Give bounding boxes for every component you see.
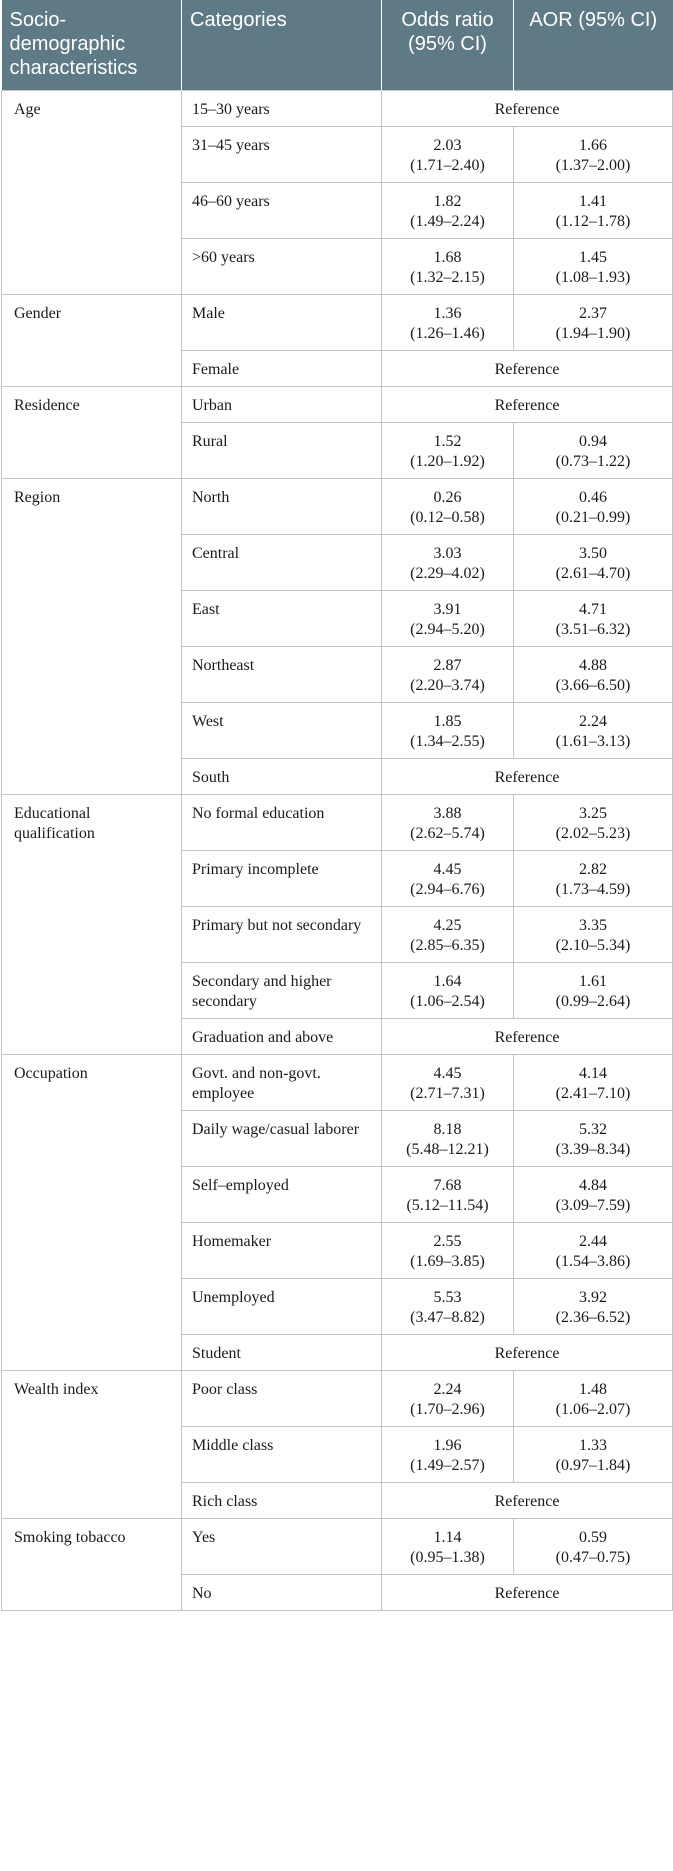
aor-cell xyxy=(514,795,673,851)
odds-ratio-cell xyxy=(382,591,514,647)
odds-ratio-ci: (1.26–1.46) xyxy=(410,325,485,342)
reference-cell: Reference xyxy=(382,1335,673,1371)
aor-value: 1.45 xyxy=(579,249,607,266)
table-row xyxy=(2,1519,673,1575)
category-cell: Unemployed xyxy=(182,1279,382,1335)
odds-ratio-value: 1.64 xyxy=(433,973,462,990)
category-cell: Primary but not secondary xyxy=(182,907,382,963)
category-cell: Central xyxy=(182,535,382,591)
category-cell: Govt. and non-govt. employee xyxy=(182,1055,382,1111)
odds-ratio-value: 1.68 xyxy=(433,249,462,266)
aor-value: 3.35 xyxy=(579,917,607,934)
category-cell: Secondary and higher secondary xyxy=(182,963,382,1019)
odds-ratio-value: 5.53 xyxy=(433,1289,462,1306)
odds-ratio-cell xyxy=(382,907,514,963)
category-cell: 46–60 years xyxy=(182,183,382,239)
category-cell: Male xyxy=(182,295,382,351)
aor-ci: (2.41–7.10) xyxy=(555,1085,631,1102)
aor-value: 3.25 xyxy=(579,805,607,822)
aor-value: 1.48 xyxy=(579,1381,607,1398)
category-cell: Urban xyxy=(182,387,382,423)
aor-ci: (1.54–3.86) xyxy=(555,1253,631,1270)
characteristic-cell: Smoking tobacco xyxy=(2,1519,182,1611)
aor-value: 4.71 xyxy=(579,601,607,618)
odds-ratio-cell xyxy=(382,127,514,183)
header-characteristics: Socio-demographic characteristics xyxy=(2,0,182,91)
category-cell: South xyxy=(182,759,382,795)
aor-cell xyxy=(514,963,673,1019)
odds-ratio-ci: (5.48–12.21) xyxy=(406,1141,489,1158)
category-cell: 31–45 years xyxy=(182,127,382,183)
odds-ratio-cell xyxy=(382,479,514,535)
aor-value: 1.41 xyxy=(579,193,607,210)
odds-ratio-ci: (1.70–2.96) xyxy=(410,1401,485,1418)
aor-value: 5.32 xyxy=(579,1121,607,1138)
reference-cell: Reference xyxy=(382,91,673,127)
reference-cell: Reference xyxy=(382,1483,673,1519)
odds-ratio-cell xyxy=(382,1055,514,1111)
table-row xyxy=(2,1371,673,1427)
odds-ratio-value: 0.26 xyxy=(433,489,462,506)
aor-ci: (1.08–1.93) xyxy=(555,269,631,286)
aor-ci: (2.61–4.70) xyxy=(555,565,631,582)
aor-cell xyxy=(514,907,673,963)
odds-ratio-cell xyxy=(382,795,514,851)
table-row xyxy=(2,795,673,851)
odds-ratio-value: 3.88 xyxy=(433,805,462,822)
table-row xyxy=(2,1055,673,1111)
odds-ratio-value: 1.52 xyxy=(433,433,462,450)
odds-ratio-cell xyxy=(382,1371,514,1427)
aor-ci: (2.10–5.34) xyxy=(555,937,631,954)
aor-value: 4.84 xyxy=(579,1177,607,1194)
aor-value: 3.92 xyxy=(579,1289,607,1306)
category-cell: No xyxy=(182,1575,382,1611)
odds-ratio-ci: (1.06–2.54) xyxy=(410,993,485,1010)
table-row xyxy=(2,91,673,127)
odds-ratio-value: 4.25 xyxy=(433,917,462,934)
aor-ci: (0.47–0.75) xyxy=(555,1549,631,1566)
aor-cell xyxy=(514,295,673,351)
reference-cell: Reference xyxy=(382,1575,673,1611)
aor-ci: (0.21–0.99) xyxy=(555,509,631,526)
category-cell: Rural xyxy=(182,423,382,479)
aor-cell xyxy=(514,1371,673,1427)
aor-ci: (1.61–3.13) xyxy=(555,733,631,750)
category-cell: Self–employed xyxy=(182,1167,382,1223)
aor-ci: (3.39–8.34) xyxy=(555,1141,631,1158)
aor-value: 1.33 xyxy=(579,1437,607,1454)
odds-ratio-ci: (1.49–2.24) xyxy=(410,213,485,230)
reference-cell: Reference xyxy=(382,351,673,387)
category-cell: 15–30 years xyxy=(182,91,382,127)
odds-ratio-ci: (1.69–3.85) xyxy=(410,1253,485,1270)
odds-ratio-ci: (1.49–2.57) xyxy=(410,1457,485,1474)
aor-value: 1.61 xyxy=(579,973,607,990)
odds-ratio-cell xyxy=(382,1519,514,1575)
aor-value: 2.37 xyxy=(579,305,607,322)
aor-cell xyxy=(514,183,673,239)
aor-value: 4.88 xyxy=(579,657,607,674)
aor-cell xyxy=(514,239,673,295)
category-cell: Homemaker xyxy=(182,1223,382,1279)
odds-ratio-cell xyxy=(382,851,514,907)
aor-cell xyxy=(514,851,673,907)
aor-ci: (3.51–6.32) xyxy=(555,621,631,638)
category-cell: Rich class xyxy=(182,1483,382,1519)
table-body xyxy=(2,91,673,1611)
odds-ratio-value: 4.45 xyxy=(433,1065,462,1082)
aor-cell xyxy=(514,1111,673,1167)
odds-ratio-cell xyxy=(382,963,514,1019)
aor-cell xyxy=(514,127,673,183)
aor-value: 2.44 xyxy=(579,1233,607,1250)
aor-ci: (2.36–6.52) xyxy=(555,1309,631,1326)
aor-value: 4.14 xyxy=(579,1065,607,1082)
odds-ratio-ci: (0.95–1.38) xyxy=(410,1549,485,1566)
aor-cell xyxy=(514,1055,673,1111)
category-cell: Graduation and above xyxy=(182,1019,382,1055)
reference-cell: Reference xyxy=(382,759,673,795)
aor-cell xyxy=(514,647,673,703)
table-header xyxy=(2,0,673,91)
odds-ratio-cell xyxy=(382,295,514,351)
aor-value: 0.59 xyxy=(579,1529,607,1546)
header-row xyxy=(2,0,673,91)
aor-cell xyxy=(514,535,673,591)
odds-ratio-value: 8.18 xyxy=(433,1121,462,1138)
odds-ratio-value: 4.45 xyxy=(433,861,462,878)
table-row xyxy=(2,479,673,535)
aor-ci: (3.66–6.50) xyxy=(555,677,631,694)
odds-ratio-cell xyxy=(382,535,514,591)
aor-cell xyxy=(514,703,673,759)
aor-cell xyxy=(514,423,673,479)
aor-cell xyxy=(514,1279,673,1335)
odds-ratio-ci: (1.71–2.40) xyxy=(410,157,485,174)
odds-ratio-cell xyxy=(382,1427,514,1483)
odds-ratio-ci: (0.12–0.58) xyxy=(410,509,485,526)
odds-ratio-cell xyxy=(382,647,514,703)
odds-ratio-value: 1.85 xyxy=(433,713,462,730)
category-cell: Student xyxy=(182,1335,382,1371)
aor-ci: (0.97–1.84) xyxy=(555,1457,631,1474)
aor-ci: (1.06–2.07) xyxy=(555,1401,631,1418)
odds-ratio-ci: (1.20–1.92) xyxy=(410,453,485,470)
characteristic-cell: Age xyxy=(2,91,182,295)
header-categories: Categories xyxy=(182,0,382,91)
odds-ratio-cell xyxy=(382,1167,514,1223)
odds-ratio-cell xyxy=(382,183,514,239)
table-row xyxy=(2,295,673,351)
odds-ratio-value: 1.82 xyxy=(433,193,462,210)
aor-value: 0.94 xyxy=(579,433,607,450)
aor-value: 2.82 xyxy=(579,861,607,878)
odds-ratio-value: 2.87 xyxy=(433,657,462,674)
category-cell: North xyxy=(182,479,382,535)
odds-ratio-ci: (2.20–3.74) xyxy=(410,677,485,694)
odds-ratio-value: 2.55 xyxy=(433,1233,462,1250)
aor-ci: (0.99–2.64) xyxy=(555,993,631,1010)
header-aor: AOR (95% CI) xyxy=(514,0,673,91)
aor-value: 2.24 xyxy=(579,713,607,730)
odds-ratio-ci: (1.34–2.55) xyxy=(410,733,485,750)
category-cell: Northeast xyxy=(182,647,382,703)
category-cell: Poor class xyxy=(182,1371,382,1427)
category-cell: Daily wage/casual laborer xyxy=(182,1111,382,1167)
odds-ratio-value: 1.96 xyxy=(433,1437,462,1454)
category-cell: Middle class xyxy=(182,1427,382,1483)
odds-ratio-value: 2.03 xyxy=(433,137,462,154)
aor-ci: (3.09–7.59) xyxy=(555,1197,631,1214)
odds-ratio-ci: (2.71–7.31) xyxy=(410,1085,485,1102)
category-cell: Primary incomplete xyxy=(182,851,382,907)
odds-ratio-cell xyxy=(382,1111,514,1167)
aor-cell xyxy=(514,1167,673,1223)
characteristic-cell: Occupation xyxy=(2,1055,182,1371)
category-cell: East xyxy=(182,591,382,647)
odds-ratio-value: 7.68 xyxy=(433,1177,462,1194)
odds-ratio-table xyxy=(1,0,673,1611)
reference-cell: Reference xyxy=(382,387,673,423)
odds-ratio-ci: (2.94–6.76) xyxy=(410,881,485,898)
characteristic-cell: Wealth index xyxy=(2,1371,182,1519)
reference-cell: Reference xyxy=(382,1019,673,1055)
odds-ratio-ci: (2.62–5.74) xyxy=(410,825,485,842)
aor-ci: (1.12–1.78) xyxy=(555,213,631,230)
aor-ci: (0.73–1.22) xyxy=(555,453,631,470)
odds-ratio-ci: (2.85–6.35) xyxy=(410,937,485,954)
odds-ratio-value: 2.24 xyxy=(433,1381,462,1398)
characteristic-cell: Region xyxy=(2,479,182,795)
aor-cell xyxy=(514,1223,673,1279)
characteristic-cell: Residence xyxy=(2,387,182,479)
odds-ratio-ci: (1.32–2.15) xyxy=(410,269,485,286)
category-cell: >60 years xyxy=(182,239,382,295)
aor-cell xyxy=(514,591,673,647)
odds-ratio-cell xyxy=(382,239,514,295)
aor-ci: (1.73–4.59) xyxy=(555,881,631,898)
odds-ratio-cell xyxy=(382,1223,514,1279)
odds-ratio-ci: (3.47–8.82) xyxy=(410,1309,485,1326)
odds-ratio-value: 1.36 xyxy=(433,305,462,322)
table-row xyxy=(2,387,673,423)
aor-ci: (1.94–1.90) xyxy=(555,325,631,342)
category-cell: Yes xyxy=(182,1519,382,1575)
characteristic-cell: Educational qualification xyxy=(2,795,182,1055)
odds-ratio-cell xyxy=(382,1279,514,1335)
odds-ratio-ci: (2.29–4.02) xyxy=(410,565,485,582)
aor-value: 1.66 xyxy=(579,137,607,154)
category-cell: No formal education xyxy=(182,795,382,851)
aor-cell xyxy=(514,479,673,535)
aor-cell xyxy=(514,1519,673,1575)
odds-ratio-value: 3.03 xyxy=(433,545,462,562)
odds-ratio-value: 3.91 xyxy=(433,601,462,618)
aor-value: 3.50 xyxy=(579,545,607,562)
category-cell: West xyxy=(182,703,382,759)
odds-ratio-ci: (2.94–5.20) xyxy=(410,621,485,638)
characteristic-cell: Gender xyxy=(2,295,182,387)
aor-cell xyxy=(514,1427,673,1483)
odds-ratio-cell xyxy=(382,703,514,759)
aor-ci: (1.37–2.00) xyxy=(555,157,631,174)
aor-value: 0.46 xyxy=(579,489,607,506)
odds-ratio-value: 1.14 xyxy=(433,1529,462,1546)
odds-ratio-ci: (5.12–11.54) xyxy=(406,1197,489,1214)
aor-ci: (2.02–5.23) xyxy=(555,825,631,842)
odds-ratio-cell xyxy=(382,423,514,479)
category-cell: Female xyxy=(182,351,382,387)
header-odds-ratio: Odds ratio (95% CI) xyxy=(382,0,514,91)
